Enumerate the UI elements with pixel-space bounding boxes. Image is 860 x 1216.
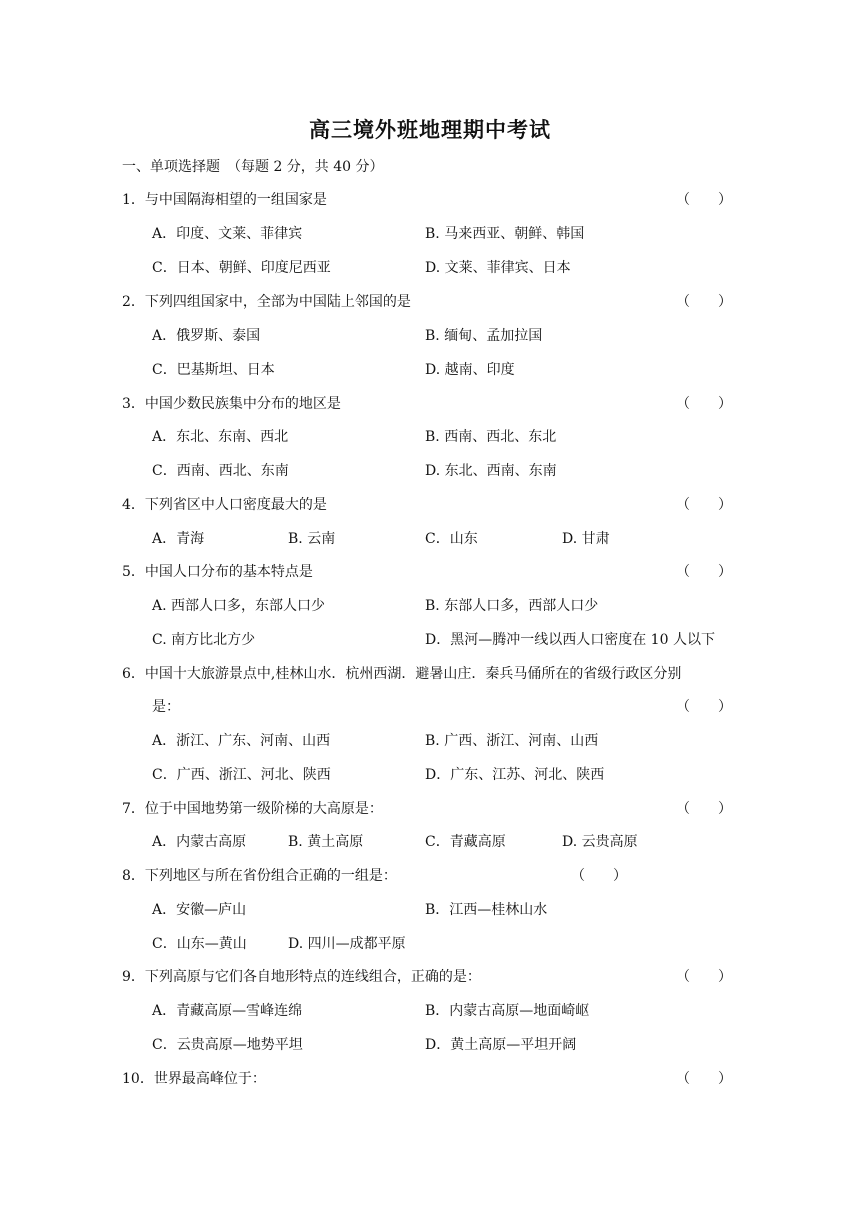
option-a: A．内蒙古高原 (152, 834, 247, 850)
question-stem: 5．中国人口分布的基本特点是 (122, 564, 313, 580)
answer-paren: （ ） (676, 801, 732, 817)
answer-paren: （ ） (676, 1071, 732, 1087)
option-a: A．安徽—庐山 (152, 902, 247, 918)
answer-paren: （ ） (676, 564, 732, 580)
option-a: A．浙江、广东、河南、山西 (152, 733, 331, 749)
option-b: B. 缅甸、孟加拉国 (425, 328, 543, 344)
option-b: B．江西—桂林山水 (425, 902, 548, 918)
option-d: D. 文莱、菲律宾、日本 (425, 260, 571, 276)
section-heading: 一、单项选择题 （每题 2 分，共 40 分） (122, 159, 384, 175)
option-c: C．西南、西北、东南 (152, 463, 289, 479)
option-a: A. 西部人口多，东部人口少 (152, 598, 326, 614)
option-b: B. 马来西亚、朝鲜、韩国 (425, 226, 585, 242)
option-b: B. 黄土高原 (288, 834, 364, 850)
question-stem: 10．世界最高峰位于： (122, 1071, 266, 1087)
option-d: D. 甘肃 (562, 531, 610, 547)
option-c: C. 南方比北方少 (152, 632, 256, 648)
option-c: C．云贵高原—地势平坦 (152, 1037, 303, 1053)
answer-paren: （ ） (676, 969, 732, 985)
option-a: A．东北、东南、西北 (152, 429, 289, 445)
question-stem: 6．中国十大旅游景点中,桂林山水．杭州西湖．避暑山庄．秦兵马俑所在的省级行政区分别 (122, 666, 682, 682)
option-c: C．山东—黄山 (152, 936, 247, 952)
question-stem-continued: 是： (152, 699, 180, 715)
option-d: D. 四川—成都平原 (288, 936, 406, 952)
option-d: D. 越南、印度 (425, 362, 515, 378)
option-b: B. 东部人口多，西部人口少 (425, 598, 599, 614)
question-stem: 8．下列地区与所在省份组合正确的一组是： (122, 868, 397, 884)
answer-paren: （ ） (676, 497, 732, 513)
option-c: C．山东 (425, 531, 478, 547)
answer-paren: （ ） (676, 396, 732, 412)
option-a: A．印度、文莱、菲律宾 (152, 226, 303, 242)
option-c: C．巴基斯坦、日本 (152, 362, 275, 378)
option-a: A．青藏高原—雪峰连绵 (152, 1003, 303, 1019)
exam-title: 高三境外班地理期中考试 (309, 118, 551, 142)
question-stem: 1．与中国隔海相望的一组国家是 (122, 192, 327, 208)
question-stem: 4．下列省区中人口密度最大的是 (122, 497, 327, 513)
question-stem: 3．中国少数民族集中分布的地区是 (122, 396, 341, 412)
option-d: D. 东北、西南、东南 (425, 463, 557, 479)
question-stem: 9．下列高原与它们各自地形特点的连线组合，正确的是： (122, 969, 481, 985)
option-d: D．广东、江苏、河北、陕西 (425, 767, 605, 783)
option-b: B. 广西、浙江、河南、山西 (425, 733, 599, 749)
option-b: B．内蒙古高原—地面崎岖 (425, 1003, 590, 1019)
option-b: B. 西南、西北、东北 (425, 429, 557, 445)
option-a: A．俄罗斯、泰国 (152, 328, 261, 344)
answer-paren: （ ） (676, 192, 732, 208)
option-d: D．黑河—腾冲一线以西人口密度在 10 人以下 (425, 632, 715, 648)
option-a: A．青海 (152, 531, 205, 547)
answer-paren: （ ） (676, 699, 732, 715)
option-c: C．日本、朝鲜、印度尼西亚 (152, 260, 331, 276)
option-c: C．广西、浙江、河北、陕西 (152, 767, 331, 783)
option-c: C．青藏高原 (425, 834, 506, 850)
question-stem: 2．下列四组国家中，全部为中国陆上邻国的是 (122, 294, 411, 310)
answer-paren: （ ） (676, 294, 732, 310)
option-d: D．黄土高原—平坦开阔 (425, 1037, 577, 1053)
question-stem: 7．位于中国地势第一级阶梯的大高原是： (122, 801, 383, 817)
option-d: D. 云贵高原 (562, 834, 638, 850)
option-b: B. 云南 (288, 531, 336, 547)
answer-paren: （ ） (571, 868, 627, 884)
